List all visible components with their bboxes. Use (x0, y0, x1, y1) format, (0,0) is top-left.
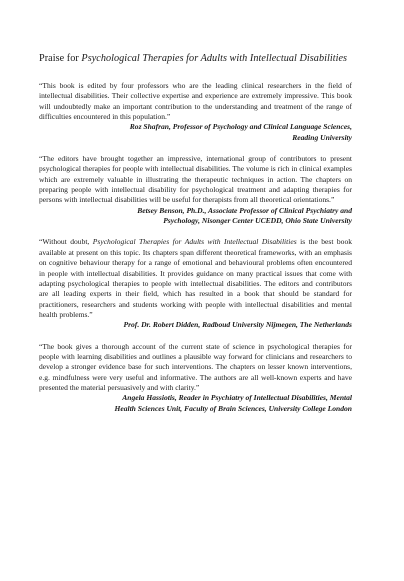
quote-text: is the best book available at present on this topic. Its chapters span different theoretical frameworks, with an emphasis on cognitive behaviour therapy for a range of emotional and behavioural problems often encountered in people with intellectual disabilities. It provides guidance on many practical issues that come with adapting psychological therapies to people with intellectual disabilities. The editors and contributors are all leading experts in their field, which has resulted in a book that should be standard for practitioners, researchers and students working with people with intellectual disabilities and mental health problems.” (39, 237, 352, 319)
heading-prefix: Praise for (39, 53, 82, 64)
attribution-line: Roz Shafran, Professor of Psychology and Clinical Language Sciences, (129, 122, 352, 132)
heading-book-title: Psychological Therapies for Adults with Intellectual Disabilities (81, 53, 348, 64)
praise-block-betsey-benson (39, 154, 352, 226)
attribution-line: Angela Hassiotis, Reader in Psychiatry of Intellectual Disabilities, Mental (122, 393, 352, 403)
praise-quote (39, 81, 352, 122)
praise-quote (39, 154, 352, 206)
praise-block-roz-shafran (39, 81, 352, 143)
quote-book-title: Psychological Therapies for Adults with Intellectual Disabilities (92, 237, 297, 247)
quote-text: “Without doubt, (39, 237, 93, 247)
page-heading (39, 52, 352, 65)
praise-attribution (39, 206, 352, 227)
praise-attribution (39, 320, 352, 330)
attribution-line: Prof. Dr. Robert Didden, Radboud University Nijmegen, The Netherlands (123, 320, 352, 330)
praise-block-angela-hassiotis (39, 342, 352, 414)
quote-text: “This book is edited by four professors who are the leading clinical researchers in the field of intellectual disabilities. Their collective expertise and experience are extremely impressive. This book will undoubtedly make an important contribution to the understanding and treatment of the range of difficulties encountered in this population.” (39, 81, 352, 122)
attribution-line: Betsey Benson, Ph.D., Associate Professor of Clinical Psychiatry and (137, 205, 352, 215)
attribution-line: Reading University (292, 132, 352, 142)
quote-text: “The book gives a thorough account of the current state of science in psychological therapies for people with learning disabilities and outlines a plausible way forward for clinicians and researchers to develop a stronger evidence base for such interventions. The chapters on lesser known interventions, e.g. mindfulness were very useful and informative. The authors are all well-known experts and have presented the material persuasively and with clarity.” (39, 341, 352, 392)
praise-page (39, 52, 352, 425)
praise-attribution (39, 122, 352, 143)
praise-quote (39, 237, 352, 320)
attribution-line: Health Sciences Unit, Faculty of Brain Sciences, University College London (114, 403, 352, 413)
praise-block-robert-didden (39, 237, 352, 330)
praise-quote (39, 342, 352, 394)
attribution-line: Psychology, Nisonger Center UCEDD, Ohio State University (163, 216, 352, 226)
quote-text: “The editors have brought together an impressive, international group of contributors to present psychological therapies for people with intellectual disabilities. The volume is rich in clinical examples which are extremely valuable in illustrating the therapeutic techniques in action. The chapters on preparing people with intellectual disability for psychological treatment and adapting therapies for persons with intellectual disabilities will be useful for therapists from all theoretical orientations.” (39, 154, 352, 205)
praise-attribution (39, 393, 352, 414)
